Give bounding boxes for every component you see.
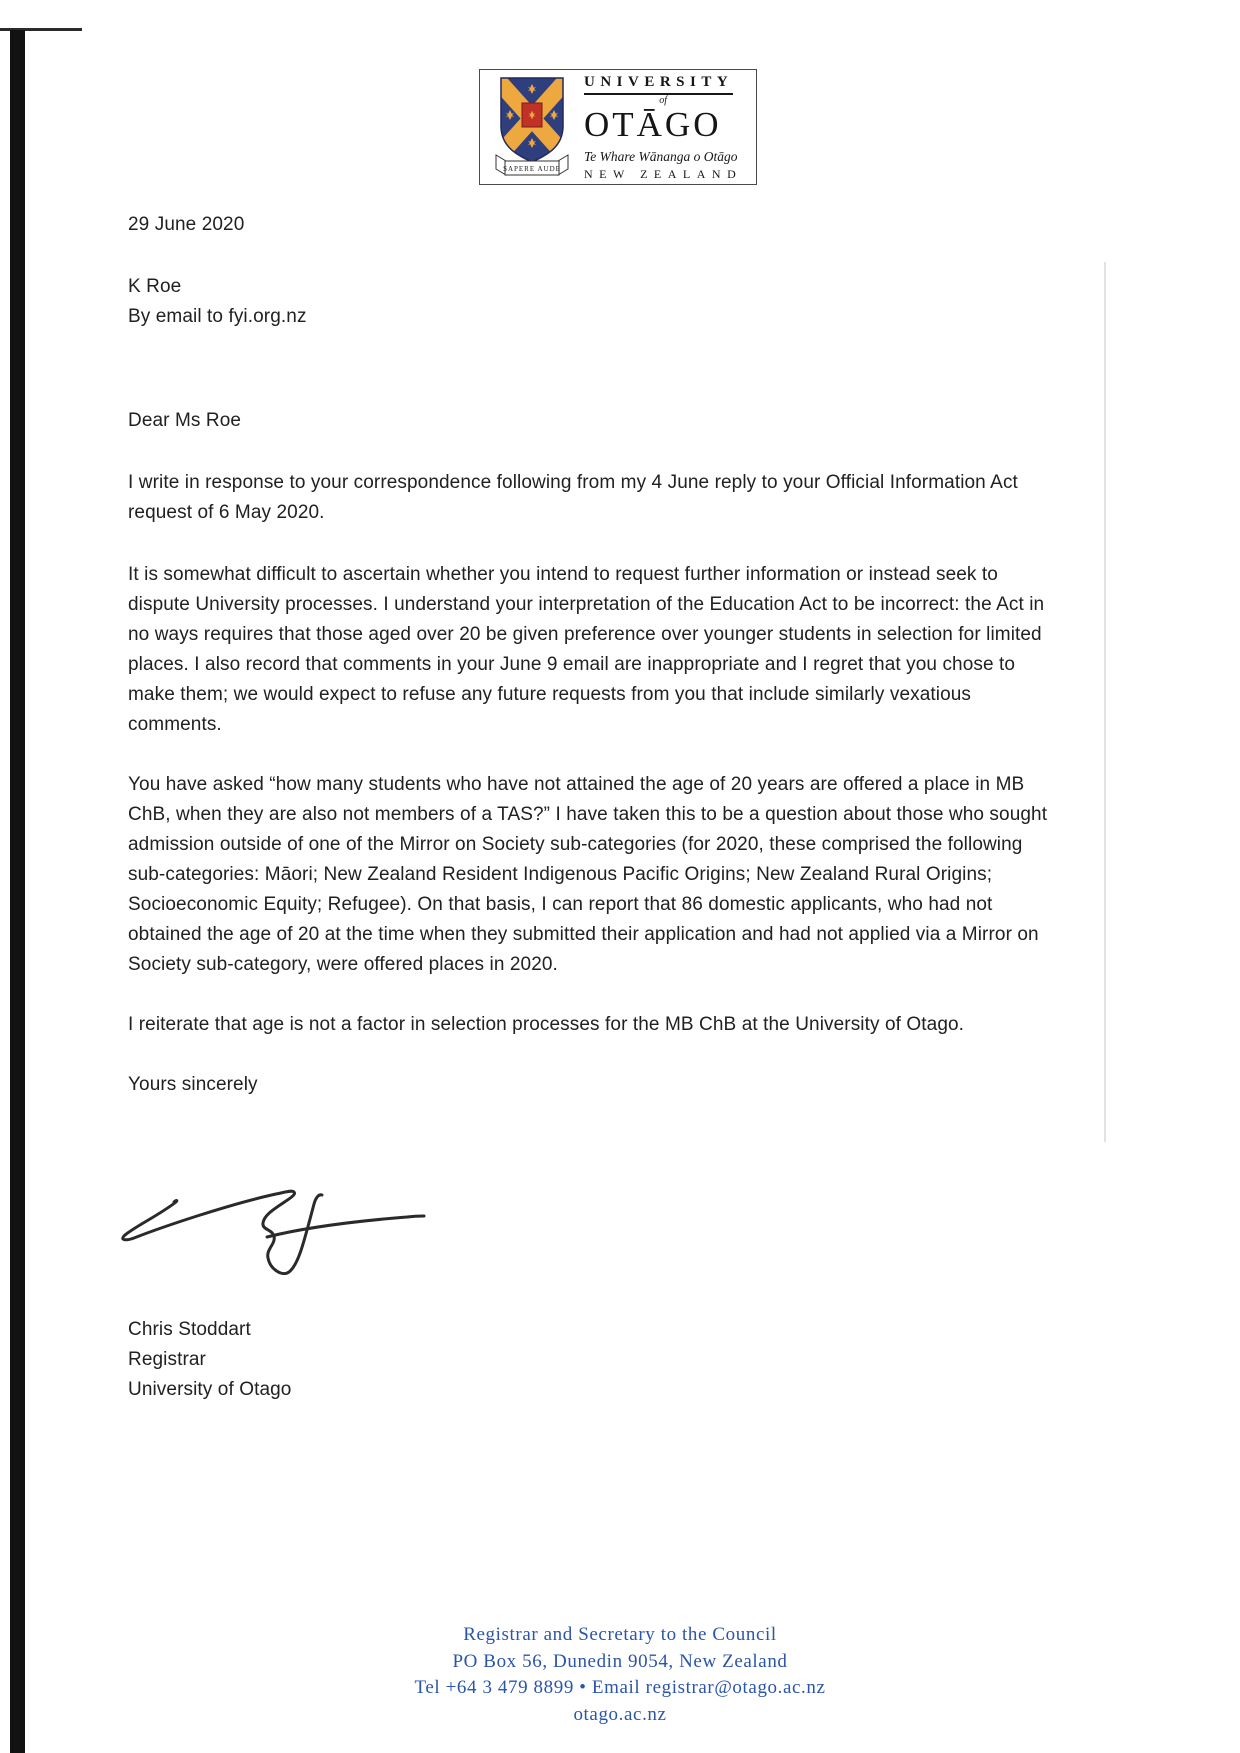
logo-word-university: UNIVERSITY (584, 74, 733, 95)
university-otago-logo (479, 69, 757, 185)
logo-country: NEW ZEALAND (584, 166, 743, 181)
signer-organisation: University of Otago (128, 1379, 292, 1400)
signer-block (128, 1315, 1048, 1405)
letter-date: 29 June 2020 (128, 214, 245, 235)
signer-title: Registrar (128, 1349, 206, 1370)
footer-website: otago.ac.nz (573, 1703, 667, 1725)
footer-contact-line: Tel +64 3 479 8899 • Email registrar@otago.ac.nz (414, 1677, 826, 1698)
salutation: Dear Ms Roe (128, 410, 242, 431)
scan-left-edge-artifact (10, 30, 25, 1753)
footer-address-line: PO Box 56, Dunedin 9054, New Zealand (452, 1650, 788, 1672)
crest-motto: SAPERE AUDE (503, 165, 561, 173)
logo-word-of: of (659, 94, 668, 106)
addressee-block (128, 272, 1048, 332)
recipient-name: K Roe (128, 276, 182, 297)
paragraph-1: I write in response to your correspondence following from my 4 June reply to your Official Information Act request of 6 May 2020. (128, 472, 1018, 523)
closing-valediction: Yours sincerely (128, 1074, 258, 1095)
scan-right-edge-artifact (1104, 262, 1106, 1142)
logo-maori-name: Te Whare Wānanga o Otāgo (584, 148, 738, 164)
paragraph-3: You have asked “how many students who have not attained the age of 20 years are offered a place in MB ChB, when they are also not members of a TAS?” I have taken this to be a question about those who sought admission outside of one of the Mirror on Society sub-categories (for 2020, these comprised the following sub-categories: Māori; New Zealand Resident Indigenous Pacific Origins; New Zealand Rural Origins; Socioeconomic Equity; Refugee). On that basis, I can report that 86 domestic applicants, who had not obtained the age of 20 at the time when they submitted their application and had not applied via a Mirror on Society sub-category, were offered places in 2020. (128, 774, 1048, 975)
paragraph-2: It is somewhat difficult to ascertain whether you intend to request further information or instead seek to dispute University processes. I understand your interpretation of the Education Act to be incorrect: the Act in no ways requires that those aged over 20 be given preference over younger students in selection for limited places. I also record that comments in your June 9 email are inappropriate and I regret that you chose to make them; we would expect to refuse any future requests from you that include similarly vexatious comments. (128, 564, 1045, 735)
logo-word-otago: OTĀGO (584, 104, 722, 144)
footer-role-line: Registrar and Secretary to the Council (463, 1624, 777, 1645)
paragraph-4: I reiterate that age is not a factor in selection processes for the MB ChB at the University of Otago. (128, 1014, 965, 1035)
recipient-delivery-method: By email to fyi.org.nz (128, 306, 307, 327)
signature (112, 1172, 492, 1302)
signer-name: Chris Stoddart (128, 1319, 251, 1340)
otago-crest-icon (492, 75, 572, 179)
letterhead-footer (0, 1622, 1240, 1728)
